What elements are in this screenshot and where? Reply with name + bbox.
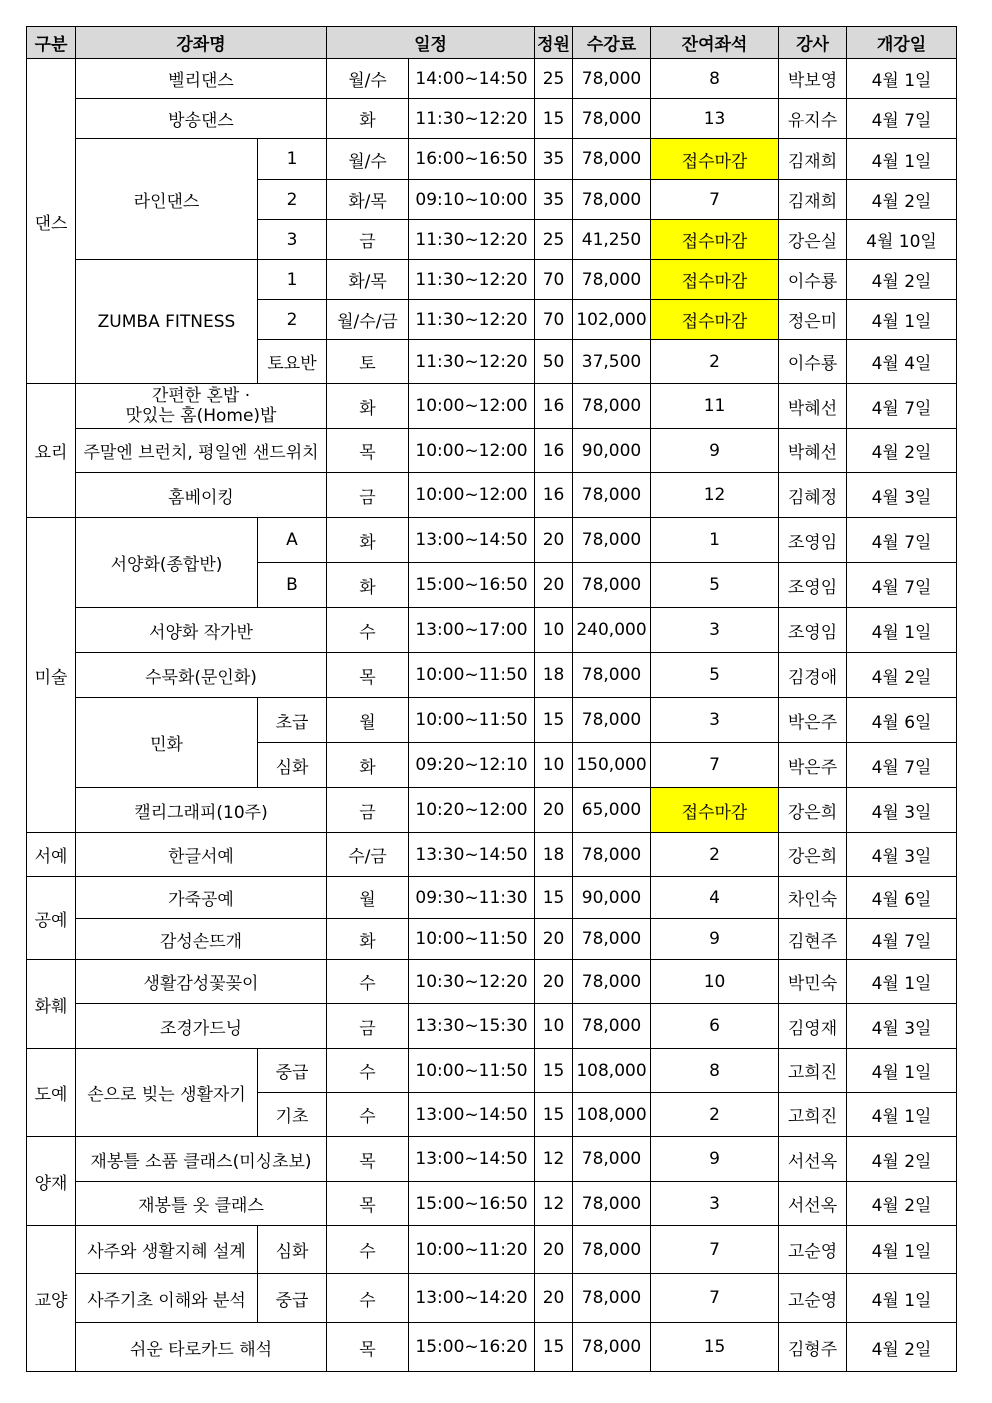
table-row — [27, 1226, 957, 1274]
capacity-cell: 10 — [535, 743, 573, 788]
remaining-seats: 5 — [651, 653, 779, 698]
closed-badge: 접수마감 — [651, 788, 779, 833]
table-body — [27, 59, 957, 1372]
fee-cell: 78,000 — [573, 139, 651, 180]
start-date-cell: 4월 7일 — [847, 99, 957, 139]
course-name: 감성손뜨개 — [76, 919, 327, 960]
schedule-days: 월/수 — [327, 139, 409, 180]
start-date-cell: 4월 2일 — [847, 180, 957, 220]
start-date-cell: 4월 2일 — [847, 1137, 957, 1182]
fee-cell: 78,000 — [573, 833, 651, 877]
schedule-days: 화 — [327, 563, 409, 608]
category-cell: 댄스 — [27, 59, 76, 384]
schedule-time: 15:00~16:20 — [409, 1323, 535, 1372]
instructor-cell: 조영임 — [779, 608, 847, 653]
instructor-cell: 박은주 — [779, 698, 847, 743]
instructor-cell: 김형주 — [779, 1323, 847, 1372]
remaining-seats: 13 — [651, 99, 779, 139]
table-row — [27, 429, 957, 473]
schedule-days: 목 — [327, 1182, 409, 1226]
start-date-cell: 4월 7일 — [847, 518, 957, 563]
fee-cell: 78,000 — [573, 1004, 651, 1049]
course-name: 사주와 생활지혜 설계 — [76, 1226, 258, 1274]
header-instructor: 강사 — [779, 27, 847, 59]
capacity-cell: 20 — [535, 1274, 573, 1323]
remaining-seats: 2 — [651, 833, 779, 877]
start-date-cell: 4월 7일 — [847, 743, 957, 788]
table-row — [27, 384, 957, 429]
schedule-time: 10:00~11:50 — [409, 698, 535, 743]
instructor-cell: 강은실 — [779, 220, 847, 260]
fee-cell: 78,000 — [573, 59, 651, 99]
schedule-time: 10:00~11:20 — [409, 1226, 535, 1274]
schedule-time: 10:00~11:50 — [409, 653, 535, 698]
remaining-seats: 11 — [651, 384, 779, 429]
course-name: 주말엔 브런치, 평일엔 샌드위치 — [76, 429, 327, 473]
closed-badge: 접수마감 — [651, 220, 779, 260]
schedule-time: 10:20~12:00 — [409, 788, 535, 833]
start-date-cell: 4월 3일 — [847, 1004, 957, 1049]
fee-cell: 78,000 — [573, 180, 651, 220]
schedule-time: 11:30~12:20 — [409, 340, 535, 384]
capacity-cell: 16 — [535, 473, 573, 518]
schedule-days: 수 — [327, 608, 409, 653]
fee-cell: 41,250 — [573, 220, 651, 260]
schedule-time: 13:00~14:50 — [409, 518, 535, 563]
fee-cell: 102,000 — [573, 300, 651, 340]
start-date-cell: 4월 7일 — [847, 563, 957, 608]
remaining-seats: 7 — [651, 1274, 779, 1323]
table-row — [27, 1274, 957, 1323]
course-name: 벨리댄스 — [76, 59, 327, 99]
start-date-cell: 4월 3일 — [847, 788, 957, 833]
fee-cell: 78,000 — [573, 1323, 651, 1372]
fee-cell: 78,000 — [573, 99, 651, 139]
fee-cell: 240,000 — [573, 608, 651, 653]
remaining-seats: 3 — [651, 698, 779, 743]
remaining-seats: 6 — [651, 1004, 779, 1049]
course-name: 서양화(종합반) — [76, 518, 258, 608]
header-capacity: 정원 — [535, 27, 573, 59]
start-date-cell: 4월 1일 — [847, 1049, 957, 1093]
remaining-seats: 10 — [651, 960, 779, 1004]
schedule-time: 10:00~12:00 — [409, 384, 535, 429]
schedule-days: 화 — [327, 743, 409, 788]
start-date-cell: 4월 7일 — [847, 384, 957, 429]
remaining-seats: 2 — [651, 340, 779, 384]
course-section: 초급 — [258, 698, 327, 743]
course-section: 심화 — [258, 1226, 327, 1274]
table-row — [27, 698, 957, 743]
header-schedule: 일정 — [327, 27, 535, 59]
start-date-cell: 4월 1일 — [847, 1226, 957, 1274]
header-row — [27, 27, 957, 59]
schedule-time: 14:00~14:50 — [409, 59, 535, 99]
course-section: 기초 — [258, 1093, 327, 1137]
fee-cell: 65,000 — [573, 788, 651, 833]
header-start-date: 개강일 — [847, 27, 957, 59]
instructor-cell: 김현주 — [779, 919, 847, 960]
capacity-cell: 70 — [535, 300, 573, 340]
schedule-time: 15:00~16:50 — [409, 1182, 535, 1226]
instructor-cell: 박은주 — [779, 743, 847, 788]
course-section: 1 — [258, 260, 327, 300]
start-date-cell: 4월 1일 — [847, 1093, 957, 1137]
remaining-seats: 3 — [651, 1182, 779, 1226]
course-section: 3 — [258, 220, 327, 260]
instructor-cell: 고순영 — [779, 1274, 847, 1323]
course-name: 간편한 혼밥 · 맛있는 홈(Home)밥 — [76, 384, 327, 429]
remaining-seats: 9 — [651, 429, 779, 473]
instructor-cell: 차인숙 — [779, 877, 847, 919]
schedule-time: 13:00~14:50 — [409, 1137, 535, 1182]
schedule-time: 11:30~12:20 — [409, 300, 535, 340]
table-row — [27, 1182, 957, 1226]
instructor-cell: 유지수 — [779, 99, 847, 139]
schedule-days: 금 — [327, 788, 409, 833]
fee-cell: 78,000 — [573, 563, 651, 608]
closed-badge: 접수마감 — [651, 260, 779, 300]
start-date-cell: 4월 1일 — [847, 960, 957, 1004]
start-date-cell: 4월 7일 — [847, 919, 957, 960]
instructor-cell: 김경애 — [779, 653, 847, 698]
schedule-days: 목 — [327, 653, 409, 698]
capacity-cell: 15 — [535, 1049, 573, 1093]
remaining-seats: 4 — [651, 877, 779, 919]
table-row — [27, 960, 957, 1004]
schedule-days: 월 — [327, 698, 409, 743]
schedule-time: 16:00~16:50 — [409, 139, 535, 180]
start-date-cell: 4월 4일 — [847, 340, 957, 384]
schedule-time: 10:00~12:00 — [409, 473, 535, 518]
fee-cell: 78,000 — [573, 653, 651, 698]
instructor-cell: 박혜선 — [779, 429, 847, 473]
course-name: 수묵화(문인화) — [76, 653, 327, 698]
start-date-cell: 4월 2일 — [847, 1182, 957, 1226]
table-row — [27, 788, 957, 833]
schedule-days: 목 — [327, 1137, 409, 1182]
instructor-cell: 박민숙 — [779, 960, 847, 1004]
instructor-cell: 조영임 — [779, 563, 847, 608]
schedule-days: 화 — [327, 919, 409, 960]
remaining-seats: 9 — [651, 1137, 779, 1182]
schedule-time: 13:00~17:00 — [409, 608, 535, 653]
start-date-cell: 4월 1일 — [847, 1274, 957, 1323]
table-row — [27, 473, 957, 518]
capacity-cell: 15 — [535, 877, 573, 919]
remaining-seats: 8 — [651, 1049, 779, 1093]
table-row — [27, 877, 957, 919]
fee-cell: 78,000 — [573, 1226, 651, 1274]
course-name: 재봉틀 옷 클래스 — [76, 1182, 327, 1226]
start-date-cell: 4월 6일 — [847, 698, 957, 743]
course-section: 1 — [258, 139, 327, 180]
remaining-seats: 9 — [651, 919, 779, 960]
schedule-days: 수 — [327, 1274, 409, 1323]
schedule-time: 09:20~12:10 — [409, 743, 535, 788]
course-name: ZUMBA FITNESS — [76, 260, 258, 384]
course-section: 중급 — [258, 1274, 327, 1323]
capacity-cell: 20 — [535, 788, 573, 833]
schedule-days: 토 — [327, 340, 409, 384]
schedule-time: 10:00~11:50 — [409, 919, 535, 960]
start-date-cell: 4월 1일 — [847, 59, 957, 99]
course-schedule-table — [26, 26, 957, 1372]
course-name: 홈베이킹 — [76, 473, 327, 518]
course-section: 2 — [258, 180, 327, 220]
schedule-days: 월 — [327, 877, 409, 919]
header-remaining: 잔여좌석 — [651, 27, 779, 59]
start-date-cell: 4월 1일 — [847, 300, 957, 340]
instructor-cell: 박보영 — [779, 59, 847, 99]
remaining-seats: 2 — [651, 1093, 779, 1137]
category-cell: 공예 — [27, 877, 76, 960]
closed-badge: 접수마감 — [651, 139, 779, 180]
remaining-seats: 8 — [651, 59, 779, 99]
table-row — [27, 260, 957, 300]
start-date-cell: 4월 10일 — [847, 220, 957, 260]
schedule-time: 11:30~12:20 — [409, 220, 535, 260]
course-name: 쉬운 타로카드 해석 — [76, 1323, 327, 1372]
capacity-cell: 25 — [535, 220, 573, 260]
instructor-cell: 강은희 — [779, 833, 847, 877]
category-cell: 양재 — [27, 1137, 76, 1226]
start-date-cell: 4월 2일 — [847, 1323, 957, 1372]
course-name: 조경가드닝 — [76, 1004, 327, 1049]
capacity-cell: 50 — [535, 340, 573, 384]
start-date-cell: 4월 2일 — [847, 429, 957, 473]
capacity-cell: 10 — [535, 608, 573, 653]
header-category: 구분 — [27, 27, 76, 59]
schedule-days: 수 — [327, 1049, 409, 1093]
start-date-cell: 4월 2일 — [847, 653, 957, 698]
instructor-cell: 김재희 — [779, 139, 847, 180]
remaining-seats: 7 — [651, 1226, 779, 1274]
schedule-days: 화 — [327, 384, 409, 429]
fee-cell: 78,000 — [573, 384, 651, 429]
schedule-days: 월/수 — [327, 59, 409, 99]
start-date-cell: 4월 2일 — [847, 260, 957, 300]
fee-cell: 37,500 — [573, 340, 651, 384]
remaining-seats: 5 — [651, 563, 779, 608]
schedule-days: 수 — [327, 1093, 409, 1137]
fee-cell: 78,000 — [573, 960, 651, 1004]
schedule-days: 목 — [327, 429, 409, 473]
course-section: 중급 — [258, 1049, 327, 1093]
fee-cell: 108,000 — [573, 1049, 651, 1093]
category-cell: 서예 — [27, 833, 76, 877]
fee-cell: 90,000 — [573, 429, 651, 473]
capacity-cell: 20 — [535, 1226, 573, 1274]
schedule-days: 수 — [327, 1226, 409, 1274]
table-row — [27, 919, 957, 960]
schedule-time: 10:30~12:20 — [409, 960, 535, 1004]
schedule-time: 13:00~14:50 — [409, 1093, 535, 1137]
header-fee: 수강료 — [573, 27, 651, 59]
remaining-seats: 3 — [651, 608, 779, 653]
schedule-time: 09:30~11:30 — [409, 877, 535, 919]
remaining-seats: 1 — [651, 518, 779, 563]
instructor-cell: 고희진 — [779, 1049, 847, 1093]
course-name: 민화 — [76, 698, 258, 788]
schedule-days: 화/목 — [327, 260, 409, 300]
instructor-cell: 김재희 — [779, 180, 847, 220]
instructor-cell: 서선옥 — [779, 1137, 847, 1182]
course-section: A — [258, 518, 327, 563]
table-row — [27, 518, 957, 563]
table-row — [27, 1137, 957, 1182]
start-date-cell: 4월 1일 — [847, 608, 957, 653]
fee-cell: 78,000 — [573, 1274, 651, 1323]
course-name: 사주기초 이해와 분석 — [76, 1274, 258, 1323]
schedule-days: 금 — [327, 473, 409, 518]
start-date-cell: 4월 1일 — [847, 139, 957, 180]
instructor-cell: 강은희 — [779, 788, 847, 833]
fee-cell: 78,000 — [573, 518, 651, 563]
schedule-days: 화/목 — [327, 180, 409, 220]
course-name: 손으로 빚는 생활자기 — [76, 1049, 258, 1137]
schedule-days: 금 — [327, 220, 409, 260]
course-name: 재봉틀 소품 클래스(미싱초보) — [76, 1137, 327, 1182]
course-name: 생활감성꽃꽂이 — [76, 960, 327, 1004]
course-name: 캘리그래피(10주) — [76, 788, 327, 833]
capacity-cell: 18 — [535, 833, 573, 877]
table-row — [27, 653, 957, 698]
schedule-time: 15:00~16:50 — [409, 563, 535, 608]
table-row — [27, 1323, 957, 1372]
capacity-cell: 70 — [535, 260, 573, 300]
course-name: 가죽공예 — [76, 877, 327, 919]
schedule-time: 11:30~12:20 — [409, 99, 535, 139]
category-cell: 도예 — [27, 1049, 76, 1137]
course-section: 심화 — [258, 743, 327, 788]
capacity-cell: 20 — [535, 518, 573, 563]
instructor-cell: 서선옥 — [779, 1182, 847, 1226]
instructor-cell: 김혜정 — [779, 473, 847, 518]
capacity-cell: 35 — [535, 139, 573, 180]
capacity-cell: 16 — [535, 384, 573, 429]
table-row — [27, 608, 957, 653]
fee-cell: 78,000 — [573, 1137, 651, 1182]
capacity-cell: 16 — [535, 429, 573, 473]
capacity-cell: 15 — [535, 698, 573, 743]
course-name: 서양화 작가반 — [76, 608, 327, 653]
schedule-time: 11:30~12:20 — [409, 260, 535, 300]
capacity-cell: 12 — [535, 1137, 573, 1182]
fee-cell: 78,000 — [573, 260, 651, 300]
table-row — [27, 99, 957, 139]
header-course: 강좌명 — [76, 27, 327, 59]
table-row — [27, 833, 957, 877]
capacity-cell: 12 — [535, 1182, 573, 1226]
schedule-time: 10:00~11:50 — [409, 1049, 535, 1093]
fee-cell: 78,000 — [573, 473, 651, 518]
schedule-time: 10:00~12:00 — [409, 429, 535, 473]
capacity-cell: 35 — [535, 180, 573, 220]
instructor-cell: 박혜선 — [779, 384, 847, 429]
capacity-cell: 20 — [535, 919, 573, 960]
fee-cell: 78,000 — [573, 698, 651, 743]
course-name: 라인댄스 — [76, 139, 258, 260]
capacity-cell: 25 — [535, 59, 573, 99]
category-cell: 교양 — [27, 1226, 76, 1372]
category-cell: 요리 — [27, 384, 76, 518]
remaining-seats: 7 — [651, 180, 779, 220]
instructor-cell: 이수룡 — [779, 340, 847, 384]
start-date-cell: 4월 3일 — [847, 833, 957, 877]
schedule-time: 13:30~15:30 — [409, 1004, 535, 1049]
capacity-cell: 20 — [535, 563, 573, 608]
schedule-time: 13:00~14:20 — [409, 1274, 535, 1323]
start-date-cell: 4월 3일 — [847, 473, 957, 518]
remaining-seats: 12 — [651, 473, 779, 518]
instructor-cell: 이수룡 — [779, 260, 847, 300]
capacity-cell: 15 — [535, 99, 573, 139]
remaining-seats: 7 — [651, 743, 779, 788]
table-row — [27, 59, 957, 99]
schedule-days: 수 — [327, 960, 409, 1004]
instructor-cell: 고순영 — [779, 1226, 847, 1274]
table-row — [27, 139, 957, 180]
capacity-cell: 18 — [535, 653, 573, 698]
schedule-time: 09:10~10:00 — [409, 180, 535, 220]
category-cell: 미술 — [27, 518, 76, 833]
closed-badge: 접수마감 — [651, 300, 779, 340]
instructor-cell: 정은미 — [779, 300, 847, 340]
capacity-cell: 20 — [535, 960, 573, 1004]
remaining-seats: 15 — [651, 1323, 779, 1372]
instructor-cell: 김영재 — [779, 1004, 847, 1049]
instructor-cell: 고희진 — [779, 1093, 847, 1137]
fee-cell: 150,000 — [573, 743, 651, 788]
instructor-cell: 조영임 — [779, 518, 847, 563]
schedule-days: 목 — [327, 1323, 409, 1372]
course-name: 한글서예 — [76, 833, 327, 877]
schedule-days: 수/금 — [327, 833, 409, 877]
category-cell: 화훼 — [27, 960, 76, 1049]
course-section: B — [258, 563, 327, 608]
start-date-cell: 4월 6일 — [847, 877, 957, 919]
schedule-days: 화 — [327, 518, 409, 563]
fee-cell: 78,000 — [573, 1182, 651, 1226]
capacity-cell: 15 — [535, 1323, 573, 1372]
course-section: 토요반 — [258, 340, 327, 384]
capacity-cell: 10 — [535, 1004, 573, 1049]
fee-cell: 90,000 — [573, 877, 651, 919]
schedule-time: 13:30~14:50 — [409, 833, 535, 877]
course-section: 2 — [258, 300, 327, 340]
schedule-days: 화 — [327, 99, 409, 139]
table-row — [27, 1049, 957, 1093]
schedule-days: 금 — [327, 1004, 409, 1049]
fee-cell: 108,000 — [573, 1093, 651, 1137]
capacity-cell: 15 — [535, 1093, 573, 1137]
course-name: 방송댄스 — [76, 99, 327, 139]
schedule-days: 월/수/금 — [327, 300, 409, 340]
fee-cell: 78,000 — [573, 919, 651, 960]
table-row — [27, 1004, 957, 1049]
